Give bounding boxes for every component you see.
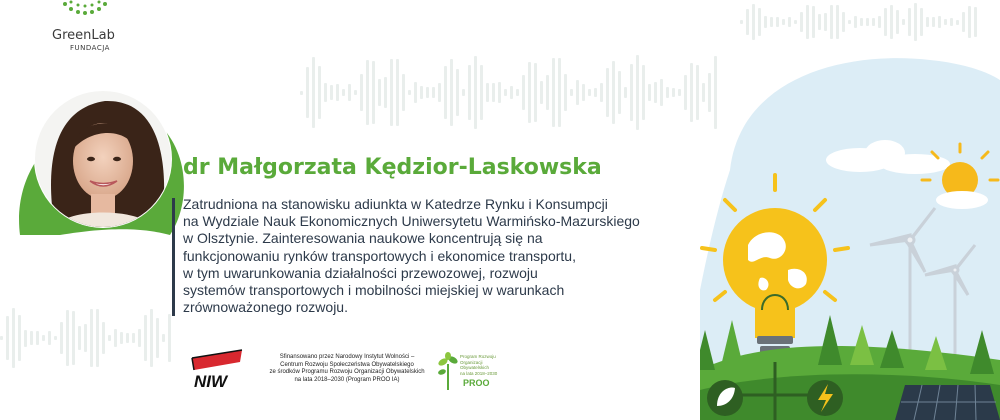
soundwave-bar: [498, 82, 501, 104]
soundwave-bar: [782, 19, 785, 24]
soundwave-bar: [962, 12, 965, 31]
soundwave-bar: [504, 89, 507, 95]
soundwave-bar: [522, 75, 525, 111]
soundwave-bar: [330, 85, 333, 100]
soundwave-bar: [950, 18, 953, 26]
soundwave-bar: [974, 7, 977, 38]
proo-leaf-icon: [437, 352, 459, 392]
soundwave-top-right: [740, 0, 990, 40]
soundwave-bar: [932, 17, 935, 28]
funding-note: [262, 354, 432, 384]
soundwave-bar: [396, 59, 399, 126]
soundwave-bar: [444, 66, 447, 118]
soundwave-bar: [752, 4, 755, 40]
soundwave-bar: [746, 9, 749, 36]
proo-line: Program Rozwoju: [460, 354, 496, 359]
soundwave-bar: [660, 79, 663, 106]
soundwave-bar: [546, 75, 549, 110]
soundwave-bar: [696, 65, 699, 121]
soundwave-bar: [582, 84, 585, 102]
soundwave-bar: [414, 82, 417, 103]
soundwave-middle: [300, 50, 720, 130]
proo-line: Obywatelskich: [460, 365, 490, 370]
speaker-name: dr Małgorzata Kędzior-Laskowska: [183, 155, 602, 180]
soundwave-bar: [812, 6, 815, 39]
soundwave-bar: [776, 17, 779, 27]
soundwave-bar: [594, 88, 597, 97]
bio-line: w Olsztynie. Zainteresowania naukowe koncentrują się na: [183, 230, 543, 247]
soundwave-bar: [456, 69, 459, 116]
soundwave-bar: [318, 66, 321, 120]
soundwave-bar: [378, 79, 381, 107]
soundwave-bar: [420, 86, 423, 98]
soundwave-bar: [884, 8, 887, 35]
soundwave-bar: [938, 16, 941, 28]
soundwave-bar: [486, 83, 489, 101]
soundwave-bar: [570, 89, 573, 97]
soundwave-bar: [372, 61, 375, 124]
soundwave-bar: [432, 87, 435, 99]
soundwave-bar: [390, 59, 393, 126]
soundwave-bar: [806, 5, 809, 38]
soundwave-bar: [860, 18, 863, 26]
soundwave-bar: [408, 90, 411, 95]
soundwave-bar: [312, 57, 315, 127]
funding-line: Centrum Rozwoju Społeczeństwa Obywatelskiego: [280, 361, 414, 368]
soundwave-bar: [516, 89, 519, 95]
soundwave-bar: [528, 62, 531, 124]
soundwave-bar: [842, 12, 845, 32]
soundwave-bar: [818, 14, 821, 29]
soundwave-bar: [606, 68, 609, 118]
soundwave-bar: [462, 89, 465, 97]
soundwave-bar: [336, 84, 339, 100]
soundwave-bar: [666, 87, 669, 99]
soundwave-bar: [384, 77, 387, 108]
soundwave-bar: [366, 60, 369, 125]
soundwave-bar: [438, 83, 441, 103]
soundwave-bar: [944, 19, 947, 24]
soundwave-bar: [306, 67, 309, 118]
bio-line: Zatrudniona na stanowisku adiunkta w Katedrze Rynku i Konsumpcji: [183, 196, 608, 212]
soundwave-bar: [830, 5, 833, 39]
soundwave-bar: [624, 87, 627, 98]
soundwave-bar: [890, 5, 893, 39]
solar-panel-icon: [895, 385, 1000, 420]
soundwave-bar: [450, 59, 453, 126]
logo-subtitle: FUNDACJA: [70, 44, 110, 52]
soundwave-bar: [758, 8, 761, 36]
soundwave-bar: [956, 20, 959, 25]
soundwave-bar: [426, 87, 429, 98]
soundwave-bar: [474, 56, 477, 129]
bio-line: w tym uwarunkowania działalności przewozowej, rozwoju: [183, 264, 538, 281]
soundwave-bar: [740, 20, 743, 24]
soundwave-bar: [872, 18, 875, 26]
soundwave-bar: [788, 17, 791, 27]
funding-line: ze środków Programu Rozwoju Organizacji Obywatelskich: [269, 369, 425, 376]
soundwave-bar: [354, 90, 357, 95]
greenlab-logo-icon: [55, 0, 115, 24]
soundwave-bar: [576, 80, 579, 105]
soundwave-bar: [848, 20, 851, 25]
soundwave-bar: [678, 89, 681, 96]
soundwave-bar: [968, 6, 971, 38]
soundwave-bar: [588, 89, 591, 96]
soundwave-bar: [642, 65, 645, 121]
soundwave-bar: [866, 18, 869, 26]
soundwave-bar: [902, 19, 905, 25]
soundwave-bar: [552, 58, 555, 128]
logo-name: GreenLab: [52, 28, 115, 43]
soundwave-bar: [926, 17, 929, 28]
soundwave-bar: [648, 84, 651, 101]
soundwave-bar: [534, 63, 537, 123]
soundwave-bar: [342, 89, 345, 96]
niw-logo-text: NIW: [194, 372, 228, 391]
proo-line: na lata 2018–2030: [460, 370, 498, 376]
soundwave-bar: [612, 61, 615, 124]
soundwave-bar: [684, 75, 687, 109]
bio-line: systemów transportowych i mobilności miejskiej w warunkach: [183, 282, 565, 299]
soundwave-bar: [402, 74, 405, 111]
speaker-bio: [183, 196, 703, 316]
soundwave-bar: [510, 86, 513, 99]
soundwave-bar: [672, 88, 675, 97]
proo-line: Organizacji: [460, 359, 483, 365]
soundwave-bar: [770, 17, 773, 26]
soundwave-bar: [654, 82, 657, 104]
bio-accent-bar: [172, 198, 175, 316]
soundwave-bar: [914, 3, 917, 40]
bio-line: na Wydziale Nauk Ekonomicznych Uniwersytetu Warmińsko-Mazurskiego: [183, 213, 640, 230]
soundwave-bar: [908, 8, 911, 36]
soundwave-bar: [824, 13, 827, 30]
soundwave-bar: [564, 74, 567, 111]
soundwave-bar: [800, 12, 803, 32]
soundwave-bar: [690, 63, 693, 121]
soundwave-bar: [878, 16, 881, 28]
soundwave-bar: [836, 5, 839, 39]
bio-line: funkcjonowaniu rynków transportowych i ekonomice transportu,: [183, 247, 576, 264]
proo-program-label: [460, 354, 500, 376]
soundwave-bar: [468, 65, 471, 120]
soundwave-bar: [348, 84, 351, 101]
soundwave-bar: [360, 74, 363, 111]
soundwave-bar: [558, 58, 561, 127]
eco-illustration: [700, 40, 1000, 420]
proo-logo-text: PROO: [463, 378, 490, 388]
soundwave-bar: [764, 16, 767, 27]
soundwave-bar: [600, 83, 603, 103]
soundwave-bar: [492, 83, 495, 101]
soundwave-bar: [854, 16, 857, 28]
soundwave-bar: [920, 8, 923, 37]
soundwave-bar: [480, 65, 483, 120]
speaker-avatar: [33, 89, 173, 229]
funding-line: na lata 2018–2030 (Program PROO IA): [294, 376, 400, 383]
bio-line: zrównoważonego rozwoju.: [183, 299, 348, 316]
soundwave-bar: [324, 83, 327, 102]
soundwave-bar: [540, 81, 543, 105]
soundwave-bar: [794, 20, 797, 24]
funding-line: Sfinansowano przez Narodowy Instytut Wolności –: [279, 354, 415, 360]
soundwave-bar: [630, 64, 633, 122]
soundwave-bar: [300, 91, 303, 95]
soundwave-bar: [618, 71, 621, 114]
soundwave-bar: [896, 10, 899, 35]
soundwave-bar: [636, 55, 639, 130]
